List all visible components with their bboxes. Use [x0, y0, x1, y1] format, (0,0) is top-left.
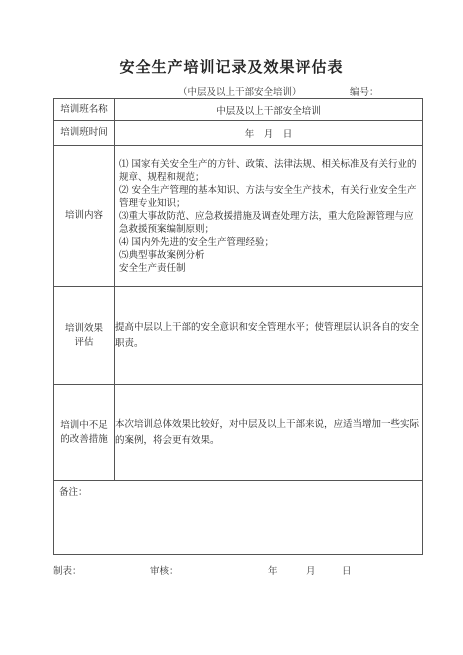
- serial-number-label: 编号：: [350, 87, 379, 98]
- training-time-value: 年 月 日: [115, 121, 423, 146]
- remarks-label: 备注：: [59, 487, 88, 498]
- training-content-label: 培训内容: [54, 146, 115, 287]
- row-training-content: [54, 146, 423, 287]
- row-remarks: [54, 481, 423, 555]
- form-subtitle: （中层及以上干部安全培训）: [178, 87, 302, 98]
- training-time-label: 培训班时间: [54, 121, 115, 146]
- row-training-time: [54, 121, 423, 146]
- content-item-6: 安全生产责任制: [119, 263, 186, 274]
- row-improvement: [54, 385, 423, 481]
- row-training-effect: [54, 287, 423, 385]
- training-content-list: [115, 155, 422, 277]
- reviewed-by-label: 审核：: [150, 566, 179, 577]
- training-effect-label: [54, 287, 115, 385]
- content-item-2: ⑵ 安全生产管理的基本知识、方法与安全生产技术，有关行业安全生产管理专业知识；: [119, 185, 417, 209]
- training-effect-value: 提高中层以上干部的安全意识和安全管理水平；使管理层认识各自的安全职责。: [115, 287, 423, 385]
- training-record-table: [53, 98, 423, 555]
- class-name-label: 培训班名称: [54, 99, 115, 121]
- row-class-name: [54, 99, 423, 121]
- prepared-by-label: 制表：: [53, 566, 82, 577]
- improve-label-line1: 培训中不足: [60, 419, 108, 431]
- improvement-value: 本次培训总体效果比较好，对中层及以上干部来说，应适当增加一些实际的案例，将会更有效果。: [115, 385, 423, 481]
- footer-month: 月: [306, 566, 316, 577]
- footer-year: 年: [268, 566, 278, 577]
- content-item-5: ⑸典型事故案例分析: [119, 250, 205, 261]
- content-item-3: ⑶重大事故防范、应急救援措施及调查处理方法，重大危险源管理与应急救援预案编制原则；: [119, 211, 414, 235]
- remarks-cell: [54, 481, 423, 555]
- footer-day: 日: [342, 566, 352, 577]
- training-content-cell: [115, 146, 423, 287]
- content-item-1: ⑴ 国家有关安全生产的方针、政策、法律法规、相关标准及有关行业的规章、规程和规范；: [119, 159, 417, 183]
- content-item-4: ⑷ 国内外先进的安全生产管理经验；: [119, 237, 275, 248]
- effect-label-line1: 培训效果: [64, 322, 103, 334]
- effect-label-line2: 评估: [74, 336, 94, 348]
- page-title: 安全生产培训记录及效果评估表: [119, 58, 344, 76]
- improve-label-line2: 的改善措施: [60, 433, 108, 445]
- class-name-value: 中层及以上干部安全培训: [115, 99, 423, 121]
- improvement-label: [54, 385, 115, 481]
